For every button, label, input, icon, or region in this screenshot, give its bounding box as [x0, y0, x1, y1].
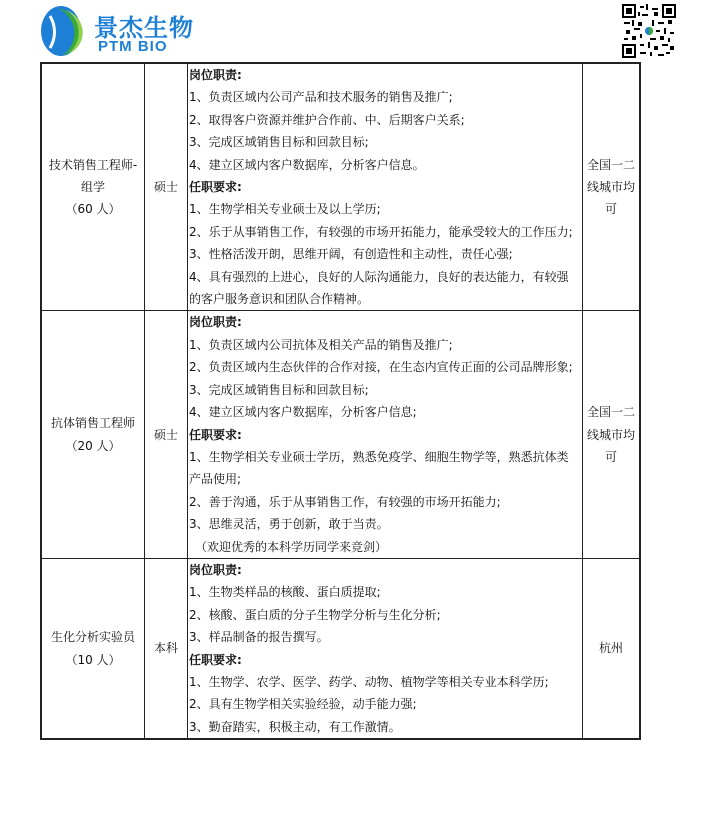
duty-item: 3、样品制备的报告撰写。 — [189, 630, 329, 645]
description-cell — [188, 558, 583, 739]
duty-item: 2、取得客户资源并维护合作前、中、后期客户关系; — [189, 112, 465, 127]
requirement-item: 1、生物学相关专业硕士学历，熟悉免疫学、细胞生物学等，熟悉抗体类产品使用; — [189, 449, 569, 487]
location-cell: 全国一二线城市均可 — [583, 63, 641, 311]
duties-heading: 岗位职责: — [189, 68, 242, 82]
requirement-item: 3、思维灵活，勇于创新，敢于当责。 — [189, 517, 389, 532]
duty-item: 4、建立区域内客户数据库，分析客户信息。 — [189, 157, 425, 172]
requirement-item: 4、具有强烈的上进心，良好的人际沟通能力，良好的表达能力，有较强的客户服务意识和团队合作精神。 — [189, 269, 569, 307]
duty-item: 1、生物类样品的核酸、蛋白质提取; — [189, 585, 381, 600]
degree-cell: 硕士 — [145, 63, 188, 311]
location-cell: 杭州 — [583, 558, 641, 739]
qr-code-icon — [622, 4, 676, 58]
company-logo — [36, 4, 196, 58]
logo-english-text: PTM BIO — [98, 38, 168, 55]
job-row — [41, 63, 640, 311]
headcount: （20 人） — [65, 438, 121, 453]
duty-item: 4、建立区域内客户数据库，分析客户信息; — [189, 405, 417, 420]
description-cell — [188, 311, 583, 558]
duty-item: 2、核酸、蛋白质的分子生物学分析与生化分析; — [189, 607, 441, 622]
requirements-heading: 任职要求: — [189, 180, 242, 195]
requirement-item: 1、生物学、农学、医学、药学、动物、植物学等相关专业本科学历; — [189, 674, 549, 689]
requirement-item: 2、具有生物学相关实验经验，动手能力强; — [189, 697, 417, 712]
note-text: （欢迎优秀的本科学历同学来竞剑） — [195, 539, 388, 554]
job-row — [41, 311, 640, 558]
requirements-heading: 任职要求: — [189, 427, 242, 442]
duty-item: 3、完成区域销售目标和回款目标; — [189, 135, 369, 150]
duties-heading: 岗位职责: — [189, 315, 242, 330]
position-cell — [41, 311, 145, 558]
requirement-item: 1、生物学相关专业硕士及以上学历; — [189, 202, 381, 217]
duty-item: 1、负责区域内公司抗体及相关产品的销售及推广; — [189, 337, 453, 352]
page-header — [0, 0, 704, 62]
requirement-item: 3、勤奋踏实，积极主动，有工作激情。 — [189, 719, 401, 734]
headcount: （60 人） — [65, 202, 121, 217]
requirements-heading: 任职要求: — [189, 652, 242, 667]
duties-heading: 岗位职责: — [189, 562, 242, 577]
logo-icon — [36, 4, 90, 58]
position-cell — [41, 63, 145, 311]
requirement-item: 2、乐于从事销售工作，有较强的市场开拓能力，能承受较大的工作压力; — [189, 224, 573, 239]
position-cell — [41, 558, 145, 739]
degree-cell: 硕士 — [145, 311, 188, 558]
position-title: 技术销售工程师-组学 — [48, 157, 138, 195]
duty-item: 2、负责区域内生态伙伴的合作对接，在生态内宣传正面的公司品牌形象; — [189, 360, 573, 375]
location-cell: 全国一二线城市均可 — [583, 311, 641, 558]
requirement-item: 3、性格活泼开朗，思维开阔，有创造性和主动性，责任心强; — [189, 247, 513, 262]
job-row — [41, 558, 640, 739]
degree-cell: 本科 — [145, 558, 188, 739]
duty-item: 3、完成区域销售目标和回款目标; — [189, 382, 369, 397]
requirement-item: 2、善于沟通，乐于从事销售工作，有较强的市场开拓能力; — [189, 494, 501, 509]
position-title: 生化分析实验员 — [50, 630, 135, 645]
headcount: （10 人） — [65, 652, 121, 667]
duty-item: 1、负责区域内公司产品和技术服务的销售及推广; — [189, 90, 453, 105]
logo-chinese-text: 景杰生物 — [94, 14, 194, 42]
description-cell — [188, 63, 583, 311]
job-listing-table — [40, 62, 641, 740]
position-title: 抗体销售工程师 — [50, 416, 135, 431]
